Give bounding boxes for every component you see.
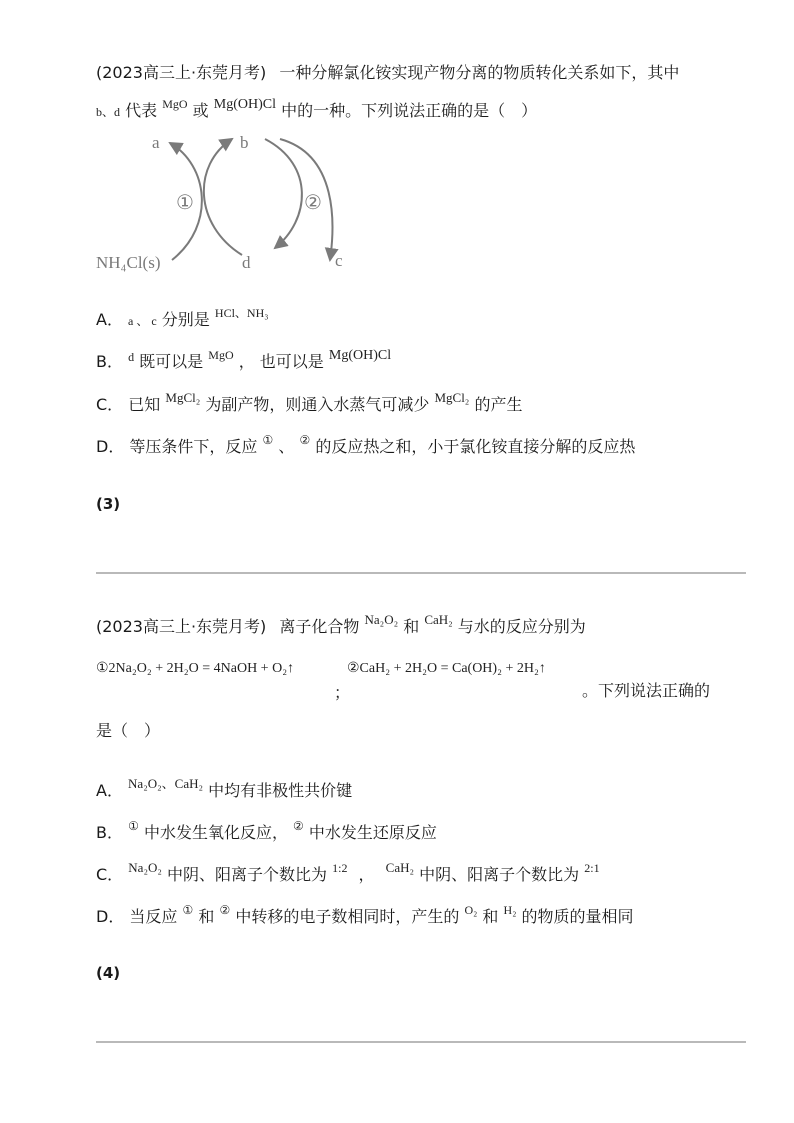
q2-semicolon: ； bbox=[334, 683, 351, 702]
q2-stem-text: 与水的反应分别为 bbox=[457, 617, 586, 636]
option-text: 、 bbox=[278, 437, 295, 456]
option-text: 中转移的电子数相同时，产生的 bbox=[235, 907, 460, 926]
circled-1: ① bbox=[128, 819, 139, 833]
q2-stem-text: 离子化合物 bbox=[279, 617, 360, 636]
circled-1: ① bbox=[182, 903, 194, 917]
q2-d-formula-o2: O₂ bbox=[464, 903, 478, 917]
q2-option-b[interactable] bbox=[96, 820, 437, 843]
q1-a-vars: a 、 c bbox=[128, 314, 157, 328]
option-label: A． bbox=[96, 781, 123, 800]
label-step-2: ② bbox=[304, 192, 322, 214]
option-label: B． bbox=[96, 823, 123, 842]
q1-stem-text: 代表 bbox=[125, 101, 158, 120]
q1-stem-text: 中的一种。下列说法正确的是（ ） bbox=[281, 101, 538, 120]
label-d: d bbox=[242, 253, 251, 272]
q1-option-d[interactable] bbox=[96, 434, 635, 457]
option-text: 中均有非极性共价键 bbox=[208, 781, 353, 800]
q1-option-c[interactable] bbox=[96, 392, 522, 415]
q1-b-formula-2: Mg(OH)Cl bbox=[328, 348, 392, 363]
q2-stem-text: 和 bbox=[403, 617, 420, 636]
q2-d-formula-h2: H₂ bbox=[503, 903, 517, 917]
option-label: D． bbox=[96, 437, 125, 456]
q1-formula-mgo: MgO bbox=[162, 97, 188, 111]
label-b: b bbox=[240, 133, 249, 152]
label-step-1: ① bbox=[176, 192, 194, 214]
q2-stem-line3: 是（ ） bbox=[96, 721, 161, 740]
q2-option-d[interactable] bbox=[96, 904, 634, 927]
q1-b-formula-1: MgO bbox=[208, 348, 234, 362]
q2-formula-na2o2: Na₂O₂ bbox=[364, 612, 399, 627]
q1-stem-text: 或 bbox=[192, 101, 209, 120]
q2-c-ratio-1: 1:2 bbox=[332, 861, 348, 875]
q2-option-a[interactable] bbox=[96, 778, 352, 801]
q1-b-var: d bbox=[128, 350, 135, 364]
label-c: c bbox=[335, 251, 343, 270]
option-label: A． bbox=[96, 310, 123, 329]
q2-a-formula: Na₂O₂、CaH₂ bbox=[128, 776, 204, 791]
q1-stem-line1 bbox=[96, 60, 679, 83]
q1-option-a[interactable] bbox=[96, 307, 268, 330]
q1-source: (2023高三上·东莞月考) bbox=[96, 63, 267, 82]
q2-equation-1: ①2Na₂O₂ + 2H₂O = 4NaOH + O₂↑ bbox=[96, 661, 295, 676]
option-text: 和 bbox=[198, 907, 215, 926]
option-text: 中水发生氧化反应， bbox=[143, 823, 288, 842]
option-text: 的产生 bbox=[474, 395, 523, 414]
q1-cycle-diagram bbox=[90, 125, 360, 275]
option-label: C． bbox=[96, 865, 124, 884]
label-nh4cl: NH₄Cl(s) bbox=[96, 253, 161, 272]
q2-stem-line1 bbox=[96, 614, 586, 637]
q1-number: (3) bbox=[96, 495, 121, 513]
option-text: 为副产物，则通入水蒸气可减少 bbox=[205, 395, 430, 414]
option-text: 中水发生还原反应 bbox=[308, 823, 437, 842]
q2-c-formula-2: CaH₂ bbox=[385, 860, 415, 875]
q2-c-formula-1: Na₂O₂ bbox=[128, 860, 162, 875]
label-a: a bbox=[152, 133, 160, 152]
q1-c-formula-2: MgCl₂ bbox=[434, 390, 470, 405]
arrow-d-to-b bbox=[204, 139, 242, 255]
q2-c-ratio-2: 2:1 bbox=[584, 861, 600, 875]
q2-equation-2: ②CaH₂ + 2H₂O = Ca(OH)₂ + 2H₂↑ bbox=[347, 661, 546, 676]
divider bbox=[96, 572, 746, 574]
q2-formula-cah2: CaH₂ bbox=[424, 612, 453, 627]
q1-option-b[interactable] bbox=[96, 349, 391, 372]
circled-2: ② bbox=[299, 433, 311, 447]
q2-source: (2023高三上·东莞月考) bbox=[96, 617, 267, 636]
option-label: B． bbox=[96, 352, 123, 371]
option-text: 等压条件下，反应 bbox=[129, 437, 258, 456]
q2-stem-text: 。下列说法正确的 bbox=[582, 681, 711, 700]
q1-formula-mgohcl: Mg(OH)Cl bbox=[213, 97, 276, 112]
option-label: D． bbox=[96, 907, 125, 926]
q1-vars-bd: b、d bbox=[96, 105, 121, 119]
q2-option-c[interactable] bbox=[96, 862, 600, 885]
option-text: 既可以是 bbox=[139, 352, 204, 371]
q1-a-formula: HCl、NH₃ bbox=[214, 306, 269, 320]
option-text: 中阴、阳离子个数比为 bbox=[419, 865, 580, 884]
q1-stem-line2 bbox=[96, 98, 537, 121]
q1-stem-text: 一种分解氯化铵实现产物分离的物质转化关系如下，其中 bbox=[279, 63, 680, 82]
option-text: 已知 bbox=[128, 395, 161, 414]
arrow-b-to-d bbox=[265, 139, 302, 248]
option-text: ， 也可以是 bbox=[238, 352, 324, 371]
option-text: ， bbox=[358, 865, 375, 884]
option-text: 当反应 bbox=[129, 907, 178, 926]
option-text: 和 bbox=[482, 907, 499, 926]
q1-c-formula-1: MgCl₂ bbox=[165, 390, 201, 405]
option-text: 分别是 bbox=[161, 310, 210, 329]
option-text: 中阴、阳离子个数比为 bbox=[167, 865, 328, 884]
option-text: 的物质的量相同 bbox=[521, 907, 634, 926]
q2-number: (4) bbox=[96, 964, 121, 982]
divider bbox=[96, 1041, 746, 1043]
circled-2: ② bbox=[293, 819, 304, 833]
option-label: C． bbox=[96, 395, 124, 414]
circled-2: ② bbox=[219, 903, 231, 917]
circled-1: ① bbox=[262, 433, 274, 447]
option-text: 的反应热之和，小于氯化铵直接分解的反应热 bbox=[315, 437, 636, 456]
